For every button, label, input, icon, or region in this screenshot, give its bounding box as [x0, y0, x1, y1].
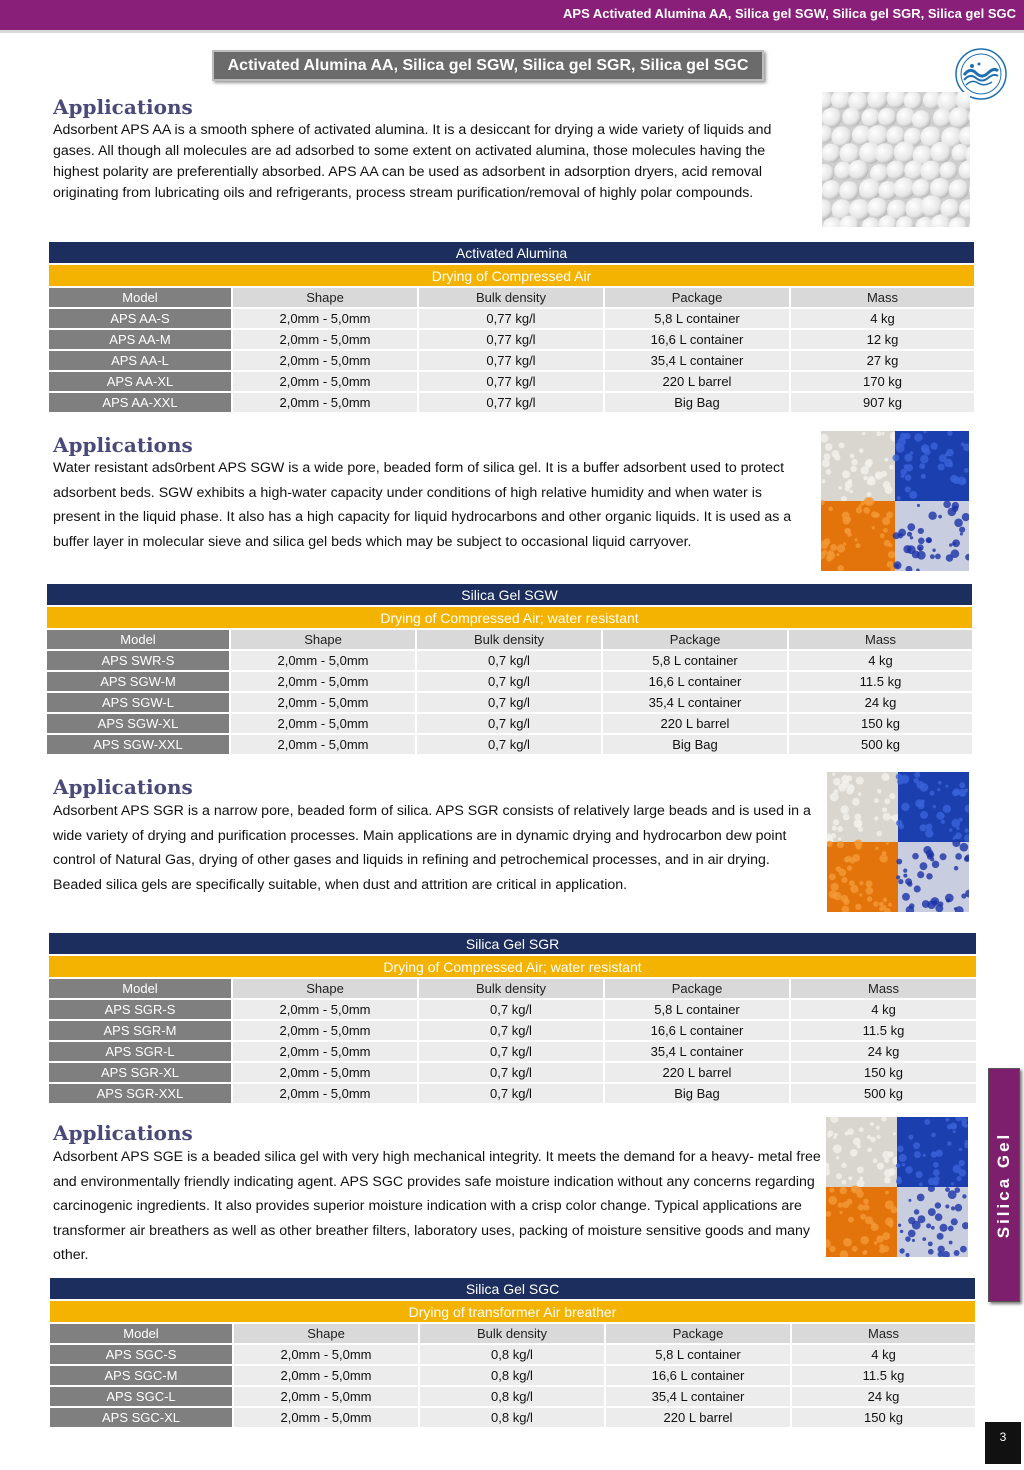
- cell-package: 220 L barrel: [606, 1408, 790, 1427]
- cell-shape: 2,0mm - 5,0mm: [233, 1084, 417, 1103]
- column-header-model: Model: [50, 1324, 232, 1343]
- column-header-bulk-density: Bulk density: [420, 1324, 604, 1343]
- table-silica-gel-sgw: [45, 582, 974, 756]
- cell-model: APS SGC-S: [50, 1345, 232, 1364]
- cell-bulk-density: 0,77 kg/l: [419, 372, 603, 391]
- cell-mass: 24 kg: [789, 693, 972, 712]
- cell-model: APS SGR-M: [49, 1021, 231, 1040]
- table-subtitle: Drying of transformer Air breather: [50, 1301, 975, 1322]
- cell-package: 35,4 L container: [603, 693, 787, 712]
- column-header-shape: Shape: [233, 979, 417, 998]
- cell-package: Big Bag: [605, 393, 789, 412]
- cell-package: 5,8 L container: [606, 1345, 790, 1364]
- cell-shape: 2,0mm - 5,0mm: [234, 1345, 418, 1364]
- cell-model: APS SGW-M: [47, 672, 229, 691]
- header-bar: [0, 0, 1024, 30]
- paragraph-alumina: Adsorbent APS AA is a smooth sphere of activated alumina. It is a desiccant for drying a wide variety of liquids and gases. All though all molecules are ad adsorbed to some extent on activated alumina, those molecules having the highest polarity are preferentially absorbed. APS AA can be used as adsorbent in adsorption dryers, acid removal originating from lubricating oils and refrigerants, process stream purification/removal of highly polar compounds.: [53, 122, 772, 201]
- cell-package: 35,4 L container: [606, 1387, 790, 1406]
- column-header-mass: Mass: [792, 1324, 975, 1343]
- cell-bulk-density: 0,7 kg/l: [417, 714, 601, 733]
- column-header-model: Model: [49, 979, 231, 998]
- cell-bulk-density: 0,8 kg/l: [420, 1408, 604, 1427]
- cell-mass: 4 kg: [791, 1000, 976, 1019]
- column-header-mass: Mass: [791, 288, 974, 307]
- cell-model: APS AA-S: [49, 309, 231, 328]
- section-heading-sgr: Applications: [53, 775, 193, 799]
- cell-model: APS SGC-L: [50, 1387, 232, 1406]
- cell-model: APS SGR-XL: [49, 1063, 231, 1082]
- table-row: [49, 372, 974, 391]
- table-row: [49, 393, 974, 412]
- cell-bulk-density: 0,7 kg/l: [417, 735, 601, 754]
- cell-model: APS SGW-L: [47, 693, 229, 712]
- cell-bulk-density: 0,7 kg/l: [419, 1084, 603, 1103]
- cell-package: 5,8 L container: [603, 651, 787, 670]
- cell-model: APS AA-XXL: [49, 393, 231, 412]
- cell-model: APS SGR-S: [49, 1000, 231, 1019]
- cell-mass: 24 kg: [791, 1042, 976, 1061]
- cell-model: APS SGR-XXL: [49, 1084, 231, 1103]
- cell-mass: 907 kg: [791, 393, 974, 412]
- silica-gel-quad-photo: [827, 772, 969, 912]
- cell-shape: 2,0mm - 5,0mm: [231, 735, 415, 754]
- cell-package: 5,8 L container: [605, 1000, 789, 1019]
- table-title: Silica Gel SGC: [50, 1278, 975, 1299]
- section-heading-alumina: Applications: [53, 95, 193, 119]
- table-row: [49, 309, 974, 328]
- silica-gel-quad-photo: [821, 431, 969, 571]
- table-title: Silica Gel SGW: [47, 584, 972, 605]
- column-header-package: Package: [606, 1324, 790, 1343]
- cell-bulk-density: 0,7 kg/l: [419, 1063, 603, 1082]
- table-row: [47, 651, 972, 670]
- table-row: [50, 1345, 975, 1364]
- cell-mass: 4 kg: [791, 309, 974, 328]
- header-title: APS Activated Alumina AA, Silica gel SGW, Silica gel SGR, Silica gel SGC: [563, 6, 1016, 21]
- column-header-package: Package: [605, 979, 789, 998]
- cell-shape: 2,0mm - 5,0mm: [234, 1408, 418, 1427]
- cell-bulk-density: 0,7 kg/l: [419, 1000, 603, 1019]
- cell-bulk-density: 0,77 kg/l: [419, 330, 603, 349]
- cell-mass: 150 kg: [792, 1408, 975, 1427]
- table-row: [49, 1084, 976, 1103]
- column-header-model: Model: [49, 288, 231, 307]
- column-header-bulk-density: Bulk density: [417, 630, 601, 649]
- table-activated-alumina: [47, 240, 976, 414]
- table-subtitle: Drying of Compressed Air; water resistant: [47, 607, 972, 628]
- table-row: [50, 1387, 975, 1406]
- cell-mass: 170 kg: [791, 372, 974, 391]
- cell-bulk-density: 0,7 kg/l: [419, 1021, 603, 1040]
- cell-shape: 2,0mm - 5,0mm: [231, 714, 415, 733]
- cell-package: 16,6 L container: [605, 1021, 789, 1040]
- cell-bulk-density: 0,7 kg/l: [417, 651, 601, 670]
- cell-bulk-density: 0,8 kg/l: [420, 1387, 604, 1406]
- page-banner: Activated Alumina AA, Silica gel SGW, Silica gel SGR, Silica gel SGC: [212, 50, 764, 81]
- cell-mass: 150 kg: [791, 1063, 976, 1082]
- table-row: [49, 1000, 976, 1019]
- table-row: [49, 351, 974, 370]
- cell-shape: 2,0mm - 5,0mm: [231, 651, 415, 670]
- table-silica-gel-sgr: [47, 931, 978, 1105]
- cell-mass: 12 kg: [791, 330, 974, 349]
- cell-mass: 27 kg: [791, 351, 974, 370]
- cell-shape: 2,0mm - 5,0mm: [234, 1366, 418, 1385]
- cell-package: 220 L barrel: [603, 714, 787, 733]
- cell-shape: 2,0mm - 5,0mm: [231, 693, 415, 712]
- section-heading-sgc: Applications: [53, 1121, 193, 1145]
- cell-mass: 4 kg: [792, 1345, 975, 1364]
- cell-mass: 500 kg: [791, 1084, 976, 1103]
- cell-model: APS SGW-XL: [47, 714, 229, 733]
- table-row: [50, 1408, 975, 1427]
- side-tab: [988, 1068, 1020, 1302]
- cell-package: 5,8 L container: [605, 309, 789, 328]
- cell-shape: 2,0mm - 5,0mm: [233, 393, 417, 412]
- cell-package: Big Bag: [603, 735, 787, 754]
- cell-mass: 11.5 kg: [791, 1021, 976, 1040]
- column-header-bulk-density: Bulk density: [419, 288, 603, 307]
- cell-mass: 150 kg: [789, 714, 972, 733]
- cell-model: APS AA-XL: [49, 372, 231, 391]
- cell-shape: 2,0mm - 5,0mm: [234, 1387, 418, 1406]
- cell-shape: 2,0mm - 5,0mm: [231, 672, 415, 691]
- cell-package: 16,6 L container: [605, 330, 789, 349]
- cell-mass: 500 kg: [789, 735, 972, 754]
- cell-package: 220 L barrel: [605, 1063, 789, 1082]
- cell-mass: 11.5 kg: [792, 1366, 975, 1385]
- cell-shape: 2,0mm - 5,0mm: [233, 1042, 417, 1061]
- paragraph-sgr: Adsorbent APS SGR is a narrow pore, beaded form of silica. APS SGR consists of relatively large beads and is used in a wide variety of drying and purification processes. Main applications are in dynamic drying and hydrocarbon dew point control of Natural Gas, drying of other gases and liquids in refining and petrochemical processes, and in air drying. Beaded silica gels are specifically suitable, when dust and attrition are critical in application.: [53, 803, 811, 893]
- cell-bulk-density: 0,7 kg/l: [417, 672, 601, 691]
- cell-bulk-density: 0,7 kg/l: [417, 693, 601, 712]
- table-silica-gel-sgc: [48, 1276, 977, 1429]
- cell-shape: 2,0mm - 5,0mm: [233, 309, 417, 328]
- cell-package: 35,4 L container: [605, 351, 789, 370]
- table-row: [49, 330, 974, 349]
- white-alumina-beads-photo: [822, 92, 970, 227]
- table-row: [50, 1366, 975, 1385]
- cell-bulk-density: 0,8 kg/l: [420, 1366, 604, 1385]
- cell-bulk-density: 0,77 kg/l: [419, 351, 603, 370]
- column-header-package: Package: [605, 288, 789, 307]
- column-header-shape: Shape: [234, 1324, 418, 1343]
- cell-model: APS AA-M: [49, 330, 231, 349]
- table-row: [49, 1063, 976, 1082]
- cell-model: APS SGW-XXL: [47, 735, 229, 754]
- paragraph-sgw: Water resistant ads0rbent APS SGW is a wide pore, beaded form of silica gel. It is a buffer adsorbent used to protect adsorbent beds. SGW exhibits a high-water capacity under conditions of high relative humidity and when water is present in the liquid phase. It also has a high capacity for liquid hydrocarbons and other organic liquids. It is used as a buffer layer in molecular sieve and silica gel beds which may be subject to occasional liquid carryover.: [53, 460, 792, 550]
- cell-bulk-density: 0,8 kg/l: [420, 1345, 604, 1364]
- cell-package: 35,4 L container: [605, 1042, 789, 1061]
- cell-bulk-density: 0,77 kg/l: [419, 393, 603, 412]
- cell-shape: 2,0mm - 5,0mm: [233, 330, 417, 349]
- column-header-package: Package: [603, 630, 787, 649]
- column-header-shape: Shape: [231, 630, 415, 649]
- cell-mass: 24 kg: [792, 1387, 975, 1406]
- cell-bulk-density: 0,7 kg/l: [419, 1042, 603, 1061]
- cell-model: APS SGR-L: [49, 1042, 231, 1061]
- cell-package: 16,6 L container: [603, 672, 787, 691]
- column-header-bulk-density: Bulk density: [419, 979, 603, 998]
- table-title: Activated Alumina: [49, 242, 974, 263]
- side-tab-label: Silica Gel: [994, 1131, 1013, 1239]
- table-row: [47, 714, 972, 733]
- cell-bulk-density: 0,77 kg/l: [419, 309, 603, 328]
- cell-model: APS AA-L: [49, 351, 231, 370]
- column-header-mass: Mass: [791, 979, 976, 998]
- cell-model: APS SGC-M: [50, 1366, 232, 1385]
- column-header-mass: Mass: [789, 630, 972, 649]
- paragraph-sgc: Adsorbent APS SGE is a beaded silica gel with very high mechanical integrity. It meets the demand for a heavy- metal free and environmentally friendly indicating agent. APS SGC provides safe moisture indication without any concerns regarding carcinogenic ingredients. It also provides superior moisture indication with a crisp color change. Typical applications are transformer air breathers as well as other breather filters, laboratory uses, packing of moisture sensitive goods and many other.: [53, 1149, 821, 1263]
- cell-model: APS SWR-S: [47, 651, 229, 670]
- cell-package: 220 L barrel: [605, 372, 789, 391]
- table-subtitle: Drying of Compressed Air; water resistant: [49, 956, 976, 977]
- cell-shape: 2,0mm - 5,0mm: [233, 1063, 417, 1082]
- cell-package: Big Bag: [605, 1084, 789, 1103]
- cell-package: 16,6 L container: [606, 1366, 790, 1385]
- cell-shape: 2,0mm - 5,0mm: [233, 351, 417, 370]
- table-row: [49, 1042, 976, 1061]
- table-title: Silica Gel SGR: [49, 933, 976, 954]
- silica-gel-quad-photo: [826, 1117, 968, 1257]
- header-divider: [0, 30, 1024, 33]
- cell-shape: 2,0mm - 5,0mm: [233, 1021, 417, 1040]
- table-subtitle: Drying of Compressed Air: [49, 265, 974, 286]
- cell-shape: 2,0mm - 5,0mm: [233, 1000, 417, 1019]
- cell-mass: 11.5 kg: [789, 672, 972, 691]
- table-row: [47, 735, 972, 754]
- cell-model: APS SGC-XL: [50, 1408, 232, 1427]
- section-heading-sgw: Applications: [53, 433, 193, 457]
- column-header-shape: Shape: [233, 288, 417, 307]
- column-header-model: Model: [47, 630, 229, 649]
- cell-mass: 4 kg: [789, 651, 972, 670]
- table-row: [49, 1021, 976, 1040]
- table-row: [47, 672, 972, 691]
- table-row: [47, 693, 972, 712]
- cell-shape: 2,0mm - 5,0mm: [233, 372, 417, 391]
- page-number: 3: [985, 1422, 1021, 1464]
